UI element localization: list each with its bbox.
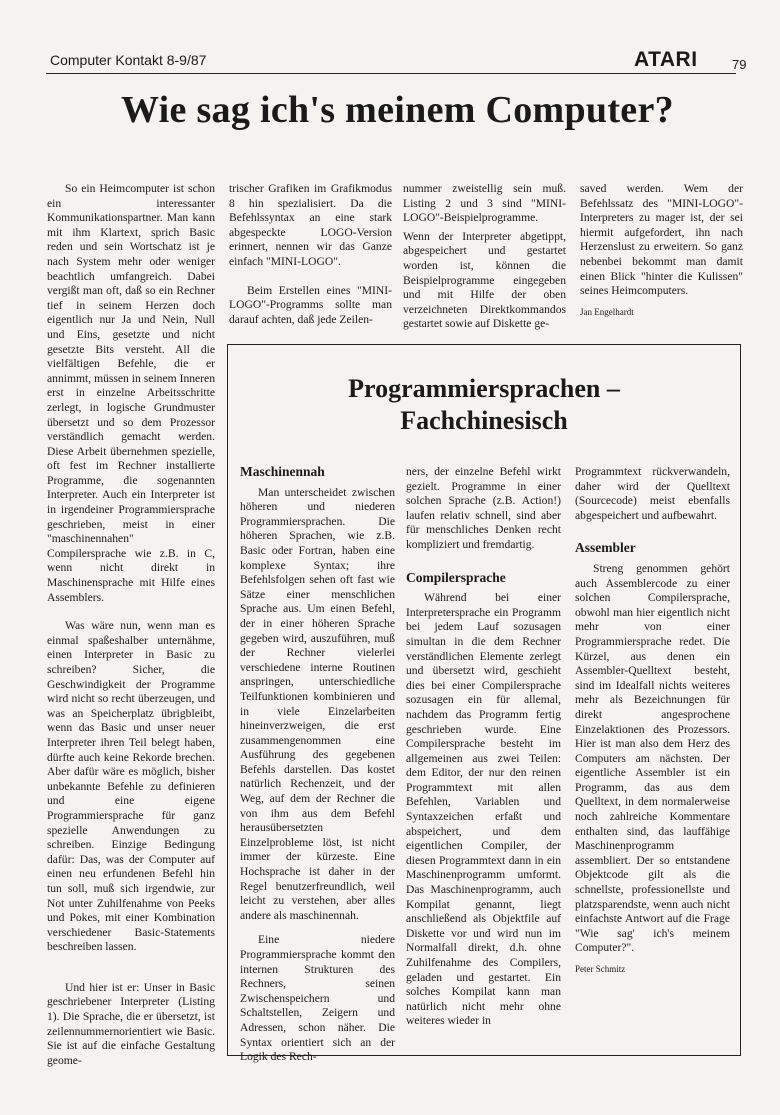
box-column-3 <box>575 465 730 977</box>
paragraph: So ein Heimcomputer ist schon ein interessanter Kommunikationspartner. Man kann mit ihm Klartext, sprich Basic reden und sein Wortschatz ist je nach System mehr oder weniger beachtlich umfangreich. Dabei vergißt man oft, daß so ein Rechner tief in seinem Herzen doch eigentlich nur Ja und Nein, Null und Eins, gesetzte und nicht gesetzte Bits versteht. All die vielfältigen Befehle, die er annimmt, müssen in seinem Inneren erst in einzelne Arbeitsschritte zerlegt, in logische Grundmuster übersetzt und so dem Prozessor verständlich gemacht werden. Diese Arbeit übernehmen spezielle, oft fest im Rechner installierte Programme, die sogenannten Interpreter. Auch ein Interpreter ist in irgendeiner Programmiersprache geschrieben, meist in einer "maschinennahen" Compilersprache wie z.B. in C, wenn nicht direkt in Maschinensprache mit Hilfe eines Assemblers. <box>47 182 215 604</box>
box-column-1 <box>240 465 395 1065</box>
paragraph: Und hier ist er: Unser in Basic geschriebener Interpreter (Listing 1). Die Sprache, die er übersetzt, ist zeilennummernorientiert wie Basic. Sie ist auf die einfache Gestaltung geome- <box>47 980 215 1067</box>
paragraph: Beim Erstellen eines "MINI-LOGO"-Programms sollte man darauf achten, daß jede Zeilen- <box>229 283 392 326</box>
heading-compilersprache: Compilersprache <box>406 569 506 585</box>
heading-assembler: Assembler <box>575 540 636 556</box>
paragraph: trischer Grafiken im Grafikmodus 8 hin spezialisiert. Da die Befehlssyntax an eine stark abgespeckte LOGO-Version erinnert, nennen wir das Ganze einfach "MINI-LOGO". <box>229 182 392 268</box>
article-column-2 <box>229 182 392 327</box>
paragraph: Streng genommen gehört auch Assemblercode zu einer solchen Compilersprache, obwohl man hier eigentlich nicht mehr von einer Programmiersprache redet. Die Kürzel, aus denen ein Assembler-Quelltext besteht, sind im Idealfall nichts weiteres mehr als Bezeichnungen für direkt angesprochene Einzelaktionen des Prozessors. Hier ist man also dem Herz des Computers am nächsten. Der eigentliche Assembler ist ein Programm, das aus dem Quelltext, in dem normalerweise noch zahlreiche Kommentare enthalten sind, das lauffähige Maschinenprogramm assembliert. Der so entstandene Objektcode gilt als die schnellste, professionellste und platzsparendste, wenn auch nicht einfachste Antwort auf die Frage "Wie sag' ich's meinem Computer?". <box>575 561 730 955</box>
paragraph: Wenn der Interpreter abgetippt, abgespeichert und gestartet worden ist, können die Beispielprogramme eingegeben und mit Hilfe der oben verzeichneten Direktkommandos gestartet sowie auf Diskette ge- <box>403 229 566 331</box>
box-author-signature: Peter Schmitz <box>575 964 626 974</box>
article-column-3 <box>403 182 566 332</box>
heading-maschinennah: Maschinennah <box>240 464 325 479</box>
paragraph: ners, der einzelne Befehl wirkt gezielt. Programme in einer solchen Sprache (z.B. Action!) laufen relativ schnell, sind aber für menschliches Denken recht kompliziert und fremdartig. <box>406 465 561 551</box>
paragraph: saved werden. Wem der Befehlssatz des "MINI-LOGO"-Interpreters zu mager ist, der sei hiermit aufgefordert, ihn nach Herzenslust zu erweitern. So ganz nebenbei bekommt man damit einen Blick "hinter die Kulissen" seines Heimcomputers. <box>580 182 743 298</box>
sidebar-box <box>227 344 741 1064</box>
header-rule <box>46 73 736 74</box>
article-column-1 <box>47 182 215 1068</box>
paragraph: Was wäre nun, wenn man es einmal spaßeshalber unternähme, einen Interpreter in Basic zu schreiben? Sicher, die Geschwindigkeit der Programme wird nicht so recht überzeugen, und was an Speicherplatz übrigbleibt, wenn das Basic und unser neuer Interpreter ihren Teil belegt haben, dürfte auch keine Rekorde brechen. Aber dafür wäre es möglich, bisher unbekannte Befehle zu definieren und eine eigene Programmiersprache für ganz spezielle Anwendungen zu schreiben. Einzige Bedingung dafür: Das, was der Computer auf einen neu erfundenen Befehl hin tun soll, muß sich irgendwie, zur Not unter Zuhilfenahme von Peeks und Pokes, mit einer Kombination verschiedener Basic-Statements beschreiben lassen. <box>47 619 215 954</box>
article-column-4 <box>580 182 743 319</box>
box-title-line-1: Programmiersprachen – <box>348 374 620 403</box>
article-title: Wie sag ich's meinem Computer? <box>121 89 674 131</box>
paragraph: Programmtext rückverwandeln, daher wird der Quelltext (Sourcecode) meist ebenfalls abgespeichert und aufbewahrt. <box>575 465 730 522</box>
section-label: ATARI <box>634 48 698 71</box>
page-number: 79 <box>732 57 747 72</box>
box-column-2 <box>406 465 561 1029</box>
box-title-line-2: Fachchinesisch <box>400 406 568 435</box>
author-signature: Jan Engelhardt <box>580 306 634 317</box>
paragraph: nummer zweistellig sein muß. Listing 2 und 3 sind "MINI-LOGO"-Beispielprogramme. <box>403 182 566 225</box>
paragraph: Eine niedere Programmiersprache kommt den internen Strukturen des Rechners, seinen Zwischenspeichern und Schaltstellen, Zeigern und Adressen, schon näher. Die Syntax orientiert sich an der Logik des Rech- <box>240 933 395 1064</box>
paragraph: Während bei einer Interpretersprache ein Programm bei jedem Lauf sozusagen simultan in die dem Rechner verständlichen Elemente zerlegt und übersetzt wird, geschieht dies bei einer Compilersprache sozusagen ein für allemal, nachdem das Programm fertig geschrieben wurde. Eine Compilersprache besteht im allgemeinen aus zwei Teilen: dem Editor, der nur den reinen Programmtext mit allen Befehlen, Variablen und Syntaxzeichen erfaßt und abspeichert, und dem eigentlichen Compiler, der diesen Programmtext dann in ein Maschinenprogramm umformt. Das Maschinenprogramm, auch Kompilat genannt, liegt anschließend als Objektfile auf Diskette vor und wird nun im Normalfall direkt, d.h. ohne Zuhilfenahme des Compilers, geladen und gestartet. Ein solches Kompilat kann man natürlich nicht mehr ohne weiteres wieder in <box>406 591 561 1028</box>
magazine-issue: Computer Kontakt 8-9/87 <box>50 52 207 68</box>
box-title <box>228 373 740 437</box>
paragraph: Man unterscheidet zwischen höheren und niederen Programmiersprachen. Die höheren Sprachen, wie z.B. Basic oder Fortran, haben eine komplexe Syntax; ihre Befehlsfolgen sehen oft fast wie Sätze einer menschlichen Sprache aus. Um einen Befehl, der in einer höheren Sprache gegeben wird, auszuführen, muß der Rechner vielerlei verschiedene interne Routinen anspringen, unterschiedliche Teilfunktionen kombinieren und in viele Einzelarbeiten hineinverzweigen, die erst zusammengenommen eine Ausführung des gegebenen Befehls darstellen. Das kostet natürlich Rechenzeit, und der Weg, auf dem der Rechner die von ihm aus dem Befehl herausübersetzten Einzelprobleme löst, ist nicht immer der kürzeste. Eine Hochsprache ist daher in der Regel benutzerfreundlich, weil leicht zu verstehen, aber alles andere als maschinennah. <box>240 485 395 922</box>
